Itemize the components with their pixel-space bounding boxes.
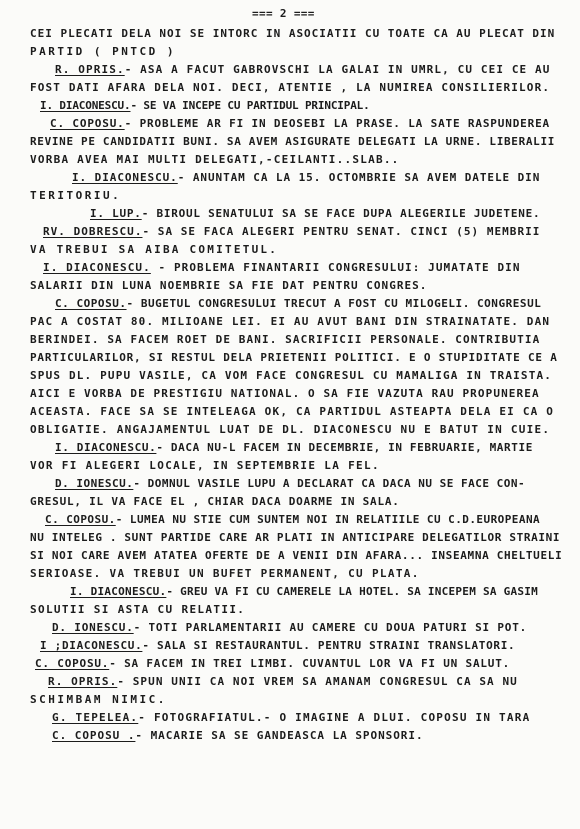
speaker-name: D. IONESCU. — [52, 621, 134, 634]
speaker-name: G. TEPELEA. — [52, 711, 139, 724]
text-line — [50, 117, 550, 130]
text-line — [55, 297, 541, 310]
line-text: BERINDEI. SA FACEM ROET DE BANI. SACRIFICII PERSONALE. CONTRIBUTIA — [30, 333, 541, 346]
line-text: - BIROUL SENATULUI SA SE FACE DUPA ALEGERILE JUDETENE. — [141, 207, 541, 220]
speaker-name: I. DIACONESCU. — [72, 171, 178, 184]
line-text: - FOTOGRAFIATUL.- O IMAGINE A DLUI. COPOSU IN TARA — [138, 711, 531, 724]
speaker-name: D. IONESCU. — [55, 477, 134, 490]
speaker-name: R. OPRIS. — [55, 63, 125, 76]
text-line — [45, 513, 540, 526]
text-line — [30, 243, 278, 256]
text-line — [30, 153, 400, 166]
speaker-name: RV. DOBRESCU. — [43, 225, 143, 238]
speaker-name: I. DIACONESCU. — [40, 99, 131, 112]
text-line — [40, 99, 370, 112]
text-line — [40, 639, 515, 652]
line-text: VA TREBUI SA AIBA COMITETUL. — [30, 243, 279, 256]
text-line — [48, 675, 518, 688]
text-line — [52, 729, 424, 742]
text-line — [30, 405, 554, 418]
speaker-name: C. COPOSU . — [52, 729, 136, 742]
line-text: - MACARIE SA SE GANDEASCA LA SPONSORI. — [135, 729, 424, 742]
line-text: - SPUN UNII CA NOI VREM SA AMANAM CONGRESUL CA SA NU — [117, 675, 518, 688]
text-line — [30, 189, 121, 202]
line-text: SERIOASE. VA TREBUI UN BUFET PERMANENT, CU PLATA. — [30, 567, 420, 580]
line-text: - LUMEA NU STIE CUM SUNTEM NOI IN RELATIILE CU C.D.EUROPEANA — [115, 513, 541, 526]
speaker-name: C. COPOSU. — [50, 117, 125, 130]
line-text: NU INTELEG . SUNT PARTIDE CARE AR PLATI IN ANTICIPARE DELEGATILOR STRAINI — [30, 531, 561, 544]
text-line — [30, 693, 167, 706]
line-text: PARTICULARILOR, SI RESTUL DELA PRIETENII POLITICI. E O STUPIDITATE CE A — [30, 351, 558, 364]
speaker-name: I. DIACONESCU. — [55, 441, 157, 454]
text-line — [30, 333, 540, 346]
text-line — [55, 441, 533, 454]
line-text: - PROBLEMA FINANTARII CONGRESULUI: JUMATATE DIN — [150, 261, 521, 274]
text-line — [35, 657, 510, 670]
text-line — [43, 261, 521, 274]
line-text: TERITORIU. — [30, 189, 122, 202]
line-text: - DACA NU-L FACEM IN DECEMBRIE, IN FEBRUARIE, MARTIE — [156, 441, 534, 454]
text-line — [30, 27, 555, 40]
line-text: - ANUNTAM CA LA 15. OCTOMBRIE SA AVEM DATELE DIN — [177, 171, 541, 184]
text-line — [30, 459, 380, 472]
line-text: GRESUL, IL VA FACE EL , CHIAR DACA DOARME IN SALA. — [30, 495, 400, 508]
text-line — [30, 351, 558, 364]
text-line — [55, 477, 525, 490]
speaker-name: I. DIACONESCU. — [43, 261, 151, 274]
speaker-name: I. LUP. — [90, 207, 142, 220]
line-text: PAC A COSTAT 80. MILIOANE LEI. EI AU AVUT BANI DIN STRAINATATE. DAN — [30, 315, 551, 328]
line-text: - SE VA INCEPE CU PARTIDUL PRINCIPAL. — [130, 99, 370, 112]
line-text: SALARII DIN LUNA NOEMBRIE SA FIE DAT PENTRU CONGRES. — [30, 279, 428, 292]
text-line — [30, 495, 400, 508]
line-text: - SA FACEM IN TREI LIMBI. CUVANTUL LOR VA FI UN SALUT. — [109, 657, 511, 670]
text-line — [52, 711, 530, 724]
text-line — [30, 423, 550, 436]
speaker-name: R. OPRIS. — [48, 675, 118, 688]
speaker-name: C. COPOSU. — [45, 513, 116, 526]
line-text: - GREU VA FI CU CAMERELE LA HOTEL. SA INCEPEM SA GASIM — [166, 585, 539, 598]
text-line — [30, 369, 552, 382]
text-line — [30, 603, 245, 616]
line-text: - DOMNUL VASILE LUPU A DECLARAT CA DACA NU SE FACE CON- — [133, 477, 526, 490]
text-line — [30, 567, 420, 580]
line-text: SPUS DL. PUPU VASILE, CA VOM FACE CONGRESUL CU MAMALIGA IN TRAISTA. — [30, 369, 553, 382]
speaker-name: I. DIACONESCU. — [70, 585, 167, 598]
line-text: ACEASTA. FACE SA SE INTELEAGA OK, CA PARTIDUL ASTEAPTA DELA EI CA O — [30, 405, 555, 418]
speaker-name: C. COPOSU. — [35, 657, 110, 670]
text-line — [55, 63, 551, 76]
line-text: CEI PLECATI DELA NOI SE INTORC IN ASOCIATII CU TOATE CA AU PLECAT DIN — [30, 27, 556, 40]
text-line — [30, 45, 176, 58]
line-text: SI NOI CARE AVEM ATATEA OFERTE DE A VENII DIN AFARA... INSEAMNA CHELTUELI — [30, 549, 563, 562]
line-text: - ASA A FACUT GABROVSCHI LA GALAI IN UMRL, CU CEI CE AU — [124, 63, 551, 76]
text-line — [52, 621, 527, 634]
line-text: SCHIMBAM NIMIC. — [30, 693, 167, 706]
line-text: AICI E VORBA DE PRESTIGIU NATIONAL. O SA FIE VAZUTA RAU PROPUNEREA — [30, 387, 540, 400]
line-text: - TOTI PARLAMENTARII AU CAMERE CU DOUA PATURI SI POT. — [133, 621, 528, 634]
text-line — [30, 135, 555, 148]
text-line — [72, 171, 540, 184]
text-line — [30, 531, 560, 544]
text-line — [30, 315, 550, 328]
text-line — [30, 279, 427, 292]
line-text: FOST DATI AFARA DELA NOI. DECI, ATENTIE , LA NUMIREA CONSILIERILOR. — [30, 81, 551, 94]
line-text: PARTID ( PNTCD ) — [30, 45, 176, 58]
line-text: - PROBLEME AR FI IN DEOSEBI LA PRASE. LA SATE RASPUNDEREA — [124, 117, 551, 130]
text-line — [30, 81, 550, 94]
line-text: SOLUTII SI ASTA CU RELATII. — [30, 603, 246, 616]
line-text: REVINE PE CANDIDATII BUNI. SA AVEM ASIGURATE DELEGATI LA URNE. LIBERALII — [30, 135, 556, 148]
line-text: VOR FI ALEGERI LOCALE, IN SEPTEMBRIE LA FEL. — [30, 459, 380, 472]
text-line — [70, 585, 538, 598]
speaker-name: C. COPOSU. — [55, 297, 127, 310]
line-text: OBLIGATIE. ANGAJAMENTUL LUAT DE DL. DIACONESCU NU E BATUT IN CUIE. — [30, 423, 551, 436]
line-text: - BUGETUL CONGRESULUI TRECUT A FOST CU MILOGELI. CONGRESUL — [126, 297, 542, 310]
speaker-name: I ;DIACONESCU. — [40, 639, 143, 652]
line-text: - SALA SI RESTAURANTUL. PENTRU STRAINI TRANSLATORI. — [142, 639, 516, 652]
line-text: VORBA AVEA MAI MULTI DELEGATI,-CEILANTI..SLAB.. — [30, 153, 400, 166]
text-line — [30, 387, 540, 400]
text-line — [90, 207, 540, 220]
text-line — [43, 225, 540, 238]
page-number: === 2 === — [252, 7, 315, 20]
line-text: - SA SE FACA ALEGERI PENTRU SENAT. CINCI (5) MEMBRII — [142, 225, 541, 238]
text-line — [30, 549, 562, 562]
